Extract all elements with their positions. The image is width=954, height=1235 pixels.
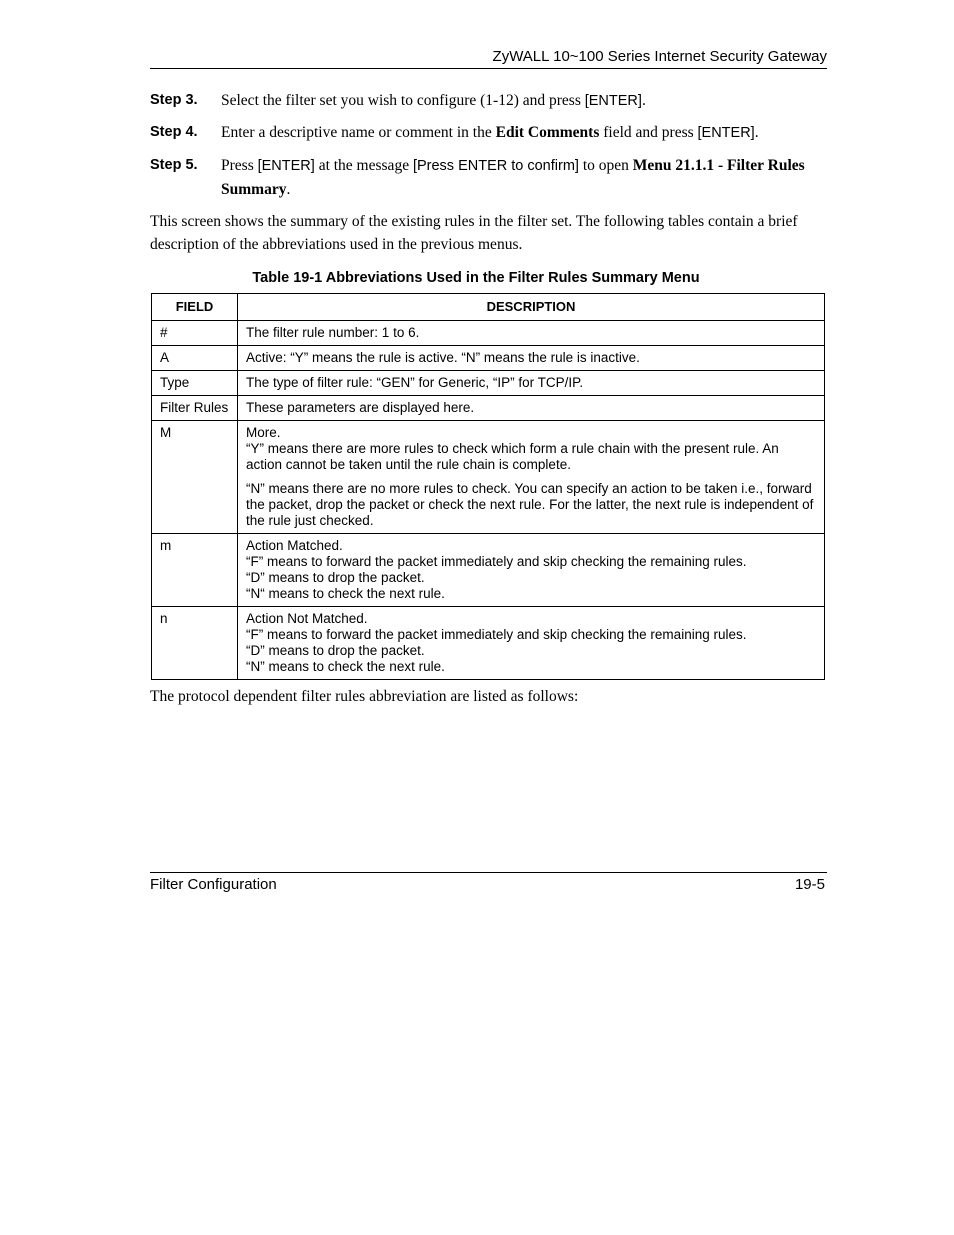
description-line: Action Matched.	[246, 538, 343, 553]
menu-name: Menu 21.1.1 - Filter Rules Summary	[221, 157, 805, 198]
description-line: “D” means to drop the packet.	[246, 570, 425, 585]
step-4	[150, 121, 825, 145]
outro-paragraph: The protocol dependent filter rules abbreviation are listed as follows:	[150, 688, 579, 705]
step-text-part: field and press	[599, 124, 698, 141]
step-text-part: Press	[221, 157, 258, 174]
table-row	[152, 607, 825, 680]
field-cell: m	[152, 534, 238, 607]
step-text	[221, 89, 825, 113]
step-text-part: .	[286, 181, 291, 198]
key-label: [ENTER]	[584, 93, 642, 109]
table-row	[152, 396, 825, 421]
description-line: “D” means to drop the packet.	[246, 643, 425, 658]
description-cell	[238, 607, 825, 680]
description-cell	[238, 396, 825, 421]
description-cell	[238, 534, 825, 607]
step-label: Step 4.	[150, 124, 198, 140]
field-cell: Filter Rules	[152, 396, 238, 421]
table-row	[152, 346, 825, 371]
description-line: “N“ means to check the next rule.	[246, 586, 445, 601]
description-line: More.	[246, 425, 281, 440]
description-line: The filter rule number: 1 to 6.	[246, 325, 420, 340]
description-line: Action Not Matched.	[246, 611, 368, 626]
key-label: [ENTER]	[697, 125, 755, 141]
field-cell: A	[152, 346, 238, 371]
table-header-row	[152, 294, 825, 321]
description-line: “N” means to check the next rule.	[246, 659, 445, 674]
description-line: “F” means to forward the packet immediately and skip checking the remaining rules.	[246, 554, 747, 569]
abbreviations-table	[151, 293, 825, 680]
description-cell	[238, 321, 825, 346]
step-text-part: .	[641, 92, 646, 109]
footer-section: Filter Configuration	[150, 876, 277, 893]
intro-paragraph: This screen shows the summary of the existing rules in the filter set. The following tables contain a brief description of the abbreviations used in the previous menus.	[150, 213, 798, 253]
description-line: The type of filter rule: “GEN” for Generic, “IP” for TCP/IP.	[246, 375, 584, 390]
field-cell: Type	[152, 371, 238, 396]
field-cell: M	[152, 421, 238, 534]
page-header	[150, 46, 827, 69]
step-text	[221, 121, 825, 145]
description-cell	[238, 346, 825, 371]
step-text-part: .	[754, 124, 759, 141]
description-line: “Y” means there are more rules to check which form a rule chain with the present rule. An action cannot be taken until the rule chain is complete.	[246, 441, 779, 472]
field-header: FIELD	[152, 294, 238, 321]
table-caption: Table 19-1 Abbreviations Used in the Filter Rules Summary Menu	[252, 270, 700, 286]
page-footer	[150, 872, 827, 893]
step-text	[221, 154, 825, 201]
field-cell: #	[152, 321, 238, 346]
description-cell	[238, 371, 825, 396]
step-text-part: to open	[578, 157, 633, 174]
field-cell: n	[152, 607, 238, 680]
description-line: “F” means to forward the packet immediately and skip checking the remaining rules.	[246, 627, 747, 642]
description-line: “N” means there are no more rules to check. You can specify an action to be taken i.e., forward the packet, drop the packet or check the next rule. For the latter, the next rule is independent of the rule just checked.	[246, 481, 814, 528]
step-text-part: Select the filter set you wish to configure (1-12) and press	[221, 92, 585, 109]
table-row	[152, 421, 825, 534]
field-name: Edit Comments	[495, 124, 600, 141]
page-number: 19-5	[794, 876, 825, 893]
table-body	[152, 321, 825, 680]
step-text-part: at the message	[314, 157, 413, 174]
step-3	[150, 89, 825, 113]
paragraph-gap	[246, 473, 816, 481]
step-text-part: Enter a descriptive name or comment in the	[221, 124, 496, 141]
step-5	[150, 154, 825, 201]
table-row	[152, 321, 825, 346]
description-line: These parameters are displayed here.	[246, 400, 475, 415]
description-line: Active: “Y” means the rule is active. “N” means the rule is inactive.	[246, 350, 640, 365]
table-row	[152, 534, 825, 607]
key-label: [ENTER]	[257, 158, 315, 174]
table-row	[152, 371, 825, 396]
message-label: [Press ENTER to confirm]	[412, 158, 579, 174]
description-header: DESCRIPTION	[238, 294, 825, 321]
header-title: ZyWALL 10~100 Series Internet Security Gateway	[492, 48, 827, 65]
description-cell	[238, 421, 825, 534]
step-label: Step 3.	[150, 92, 198, 108]
step-label: Step 5.	[150, 157, 198, 173]
